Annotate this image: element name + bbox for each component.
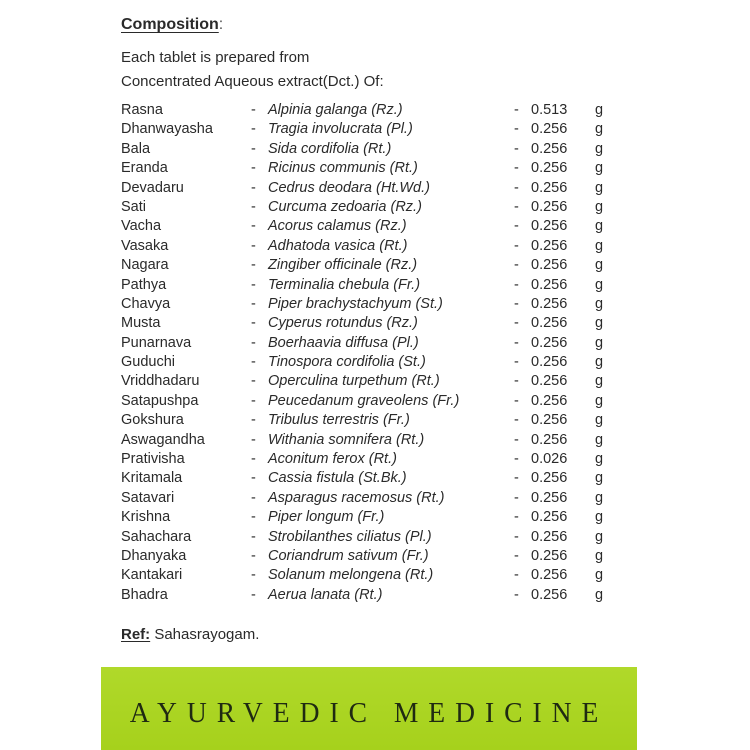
quantity-unit: g (595, 140, 604, 157)
separator-dash: - (251, 586, 256, 603)
botanical-name: Asparagus racemosus (Rt.) (268, 489, 445, 506)
quantity-unit: g (595, 160, 604, 177)
separator-dash: - (514, 121, 519, 138)
intro-line-1: Each tablet is prepared from (121, 49, 310, 66)
ingredient-name: Guduchi (121, 354, 176, 371)
botanical-name: Tragia involucrata (Pl.) (268, 121, 413, 138)
ingredient-row (121, 217, 641, 236)
quantity-unit: g (595, 489, 604, 506)
separator-dash: - (251, 451, 256, 468)
ingredient-row (121, 295, 641, 314)
quantity-unit: g (595, 470, 604, 487)
ayurvedic-medicine-banner (101, 667, 637, 750)
composition-heading (121, 16, 223, 34)
quantity-unit: g (595, 586, 604, 603)
botanical-name: Tinospora cordifolia (St.) (268, 354, 426, 371)
separator-dash: - (514, 547, 519, 564)
ingredient-name: Rasna (121, 102, 163, 118)
separator-dash: - (251, 257, 256, 274)
botanical-name: Cedrus deodara (Ht.Wd.) (268, 179, 430, 196)
separator-dash: - (251, 334, 256, 351)
reference-value: Sahasrayogam. (150, 626, 260, 643)
botanical-name: Adhatoda vasica (Rt.) (268, 237, 408, 254)
ingredient-name: Musta (121, 315, 161, 332)
separator-dash: - (251, 237, 256, 254)
separator-dash: - (251, 198, 256, 215)
separator-dash: - (251, 160, 256, 177)
ingredient-quantity: 0.256 (531, 295, 568, 312)
ingredient-quantity: 0.256 (531, 528, 568, 545)
ingredient-name: Krishna (121, 509, 171, 526)
separator-dash: - (514, 586, 519, 603)
separator-dash: - (251, 431, 256, 448)
ingredient-row (121, 198, 641, 217)
separator-dash: - (251, 470, 256, 487)
separator-dash: - (514, 179, 519, 196)
separator-dash: - (514, 218, 519, 235)
separator-dash: - (514, 276, 519, 293)
ingredient-name: Devadaru (121, 179, 184, 196)
ingredient-name: Vasaka (121, 237, 169, 254)
ingredient-name: Chavya (121, 295, 171, 312)
botanical-name: Aconitum ferox (Rt.) (268, 451, 397, 468)
quantity-unit: g (595, 392, 604, 409)
separator-dash: - (514, 470, 519, 487)
quantity-unit: g (595, 412, 604, 429)
separator-dash: - (251, 218, 256, 235)
separator-dash: - (251, 373, 256, 390)
separator-dash: - (251, 102, 256, 118)
quantity-unit: g (595, 354, 604, 371)
botanical-name: Zingiber officinale (Rz.) (268, 257, 418, 274)
botanical-name: Piper brachystachyum (St.) (268, 295, 443, 312)
ingredient-name: Punarnava (121, 334, 192, 351)
ingredient-name: Nagara (121, 257, 169, 274)
separator-dash: - (514, 431, 519, 448)
quantity-unit: g (595, 567, 604, 584)
ingredient-row (121, 489, 641, 508)
ingredient-quantity: 0.256 (531, 315, 568, 332)
ingredient-name: Pathya (121, 276, 167, 293)
botanical-name: Terminalia chebula (Fr.) (268, 276, 421, 293)
ingredient-name: Sati (121, 198, 146, 215)
ingredient-quantity: 0.256 (531, 160, 568, 177)
botanical-name: Sida cordifolia (Rt.) (268, 140, 392, 157)
ingredient-quantity: 0.256 (531, 237, 568, 254)
quantity-unit: g (595, 218, 604, 235)
separator-dash: - (514, 315, 519, 332)
ingredient-row (121, 566, 641, 585)
separator-dash: - (251, 392, 256, 409)
intro-line-2: Concentrated Aqueous extract(Dct.) Of: (121, 73, 384, 90)
ingredient-row (121, 159, 641, 178)
ingredient-row (121, 140, 641, 159)
ingredient-row (121, 528, 641, 547)
ingredient-quantity: 0.513 (531, 102, 568, 118)
botanical-name: Boerhaavia diffusa (Pl.) (268, 334, 419, 351)
heading-colon: : (218, 16, 224, 33)
ingredient-row (121, 392, 641, 411)
ingredient-quantity: 0.256 (531, 489, 568, 506)
ingredient-row (121, 469, 641, 488)
botanical-name: Piper longum (Fr.) (268, 509, 385, 526)
botanical-name: Coriandrum sativum (Fr.) (268, 547, 429, 564)
separator-dash: - (251, 509, 256, 526)
quantity-unit: g (595, 334, 604, 351)
separator-dash: - (251, 276, 256, 293)
ingredient-quantity: 0.256 (531, 567, 568, 584)
ingredient-name: Kritamala (121, 470, 183, 487)
ingredient-quantity: 0.256 (531, 140, 568, 157)
separator-dash: - (514, 334, 519, 351)
ingredient-row (121, 450, 641, 469)
ingredient-quantity: 0.256 (531, 509, 568, 526)
ingredient-quantity: 0.256 (531, 354, 568, 371)
separator-dash: - (514, 373, 519, 390)
ingredient-name: Satavari (121, 489, 175, 506)
ingredient-row (121, 120, 641, 139)
ingredient-name: Vacha (121, 218, 162, 235)
composition-title: Composition (121, 16, 219, 33)
botanical-name: Aerua lanata (Rt.) (268, 586, 383, 603)
banner-text: AYURVEDIC MEDICINE (129, 697, 609, 729)
separator-dash: - (514, 489, 519, 506)
separator-dash: - (251, 489, 256, 506)
quantity-unit: g (595, 276, 604, 293)
ingredient-row (121, 508, 641, 527)
botanical-name: Tribulus terrestris (Fr.) (268, 412, 410, 429)
botanical-name: Solanum melongena (Rt.) (268, 567, 434, 584)
separator-dash: - (514, 509, 519, 526)
botanical-name: Cassia fistula (St.Bk.) (268, 470, 407, 487)
ingredient-quantity: 0.026 (531, 451, 568, 468)
ingredient-row (121, 353, 641, 372)
quantity-unit: g (595, 257, 604, 274)
separator-dash: - (251, 547, 256, 564)
ingredient-name: Vriddhadaru (121, 373, 200, 390)
quantity-unit: g (595, 237, 604, 254)
ingredient-quantity: 0.256 (531, 121, 568, 138)
ingredient-quantity: 0.256 (531, 392, 568, 409)
reference-label: Ref: (121, 626, 151, 643)
ingredient-row (121, 411, 641, 430)
separator-dash: - (251, 140, 256, 157)
ingredient-quantity: 0.256 (531, 586, 568, 603)
separator-dash: - (514, 237, 519, 254)
quantity-unit: g (595, 373, 604, 390)
quantity-unit: g (595, 102, 604, 118)
separator-dash: - (251, 412, 256, 429)
botanical-name: Ricinus communis (Rt.) (268, 160, 418, 177)
botanical-name: Cyperus rotundus (Rz.) (268, 315, 418, 332)
ingredient-row (121, 547, 641, 566)
ingredient-row (121, 276, 641, 295)
ingredient-row (121, 179, 641, 198)
ingredient-name: Bala (121, 140, 151, 157)
ingredient-name: Prativisha (121, 451, 185, 468)
ingredient-quantity: 0.256 (531, 198, 568, 215)
ingredient-name: Kantakari (121, 567, 183, 584)
quantity-unit: g (595, 179, 604, 196)
reference (121, 626, 259, 643)
separator-dash: - (251, 315, 256, 332)
botanical-name: Withania somnifera (Rt.) (268, 431, 425, 448)
quantity-unit: g (595, 431, 604, 448)
ingredient-row (121, 256, 641, 275)
separator-dash: - (514, 392, 519, 409)
quantity-unit: g (595, 547, 604, 564)
ingredient-name: Gokshura (121, 412, 184, 429)
ingredient-name: Satapushpa (121, 392, 199, 409)
ingredient-row (121, 372, 641, 391)
separator-dash: - (514, 295, 519, 312)
quantity-unit: g (595, 528, 604, 545)
ingredient-row (121, 314, 641, 333)
quantity-unit: g (595, 121, 604, 138)
quantity-unit: g (595, 198, 604, 215)
ingredient-name: Sahachara (121, 528, 192, 545)
quantity-unit: g (595, 315, 604, 332)
botanical-name: Operculina turpethum (Rt.) (268, 373, 440, 390)
ingredient-name: Bhadra (121, 586, 168, 603)
separator-dash: - (514, 102, 519, 118)
ingredient-quantity: 0.256 (531, 412, 568, 429)
separator-dash: - (514, 528, 519, 545)
ingredient-quantity: 0.256 (531, 373, 568, 390)
separator-dash: - (514, 567, 519, 584)
separator-dash: - (514, 451, 519, 468)
quantity-unit: g (595, 451, 604, 468)
ingredient-quantity: 0.256 (531, 470, 568, 487)
ingredient-row (121, 101, 641, 120)
ingredient-row (121, 334, 641, 353)
ingredient-name: Aswagandha (121, 431, 205, 448)
separator-dash: - (251, 354, 256, 371)
separator-dash: - (251, 121, 256, 138)
ingredient-row (121, 237, 641, 256)
separator-dash: - (514, 140, 519, 157)
separator-dash: - (251, 567, 256, 584)
botanical-name: Strobilanthes ciliatus (Pl.) (268, 528, 432, 545)
quantity-unit: g (595, 509, 604, 526)
ingredient-table (121, 101, 641, 605)
ingredient-quantity: 0.256 (531, 547, 568, 564)
botanical-name: Acorus calamus (Rz.) (268, 218, 407, 235)
ingredient-row (121, 586, 641, 605)
separator-dash: - (514, 257, 519, 274)
botanical-name: Alpinia galanga (Rz.) (268, 102, 403, 118)
ingredient-quantity: 0.256 (531, 218, 568, 235)
ingredient-name: Dhanwayasha (121, 121, 213, 138)
separator-dash: - (514, 160, 519, 177)
separator-dash: - (251, 179, 256, 196)
ingredient-quantity: 0.256 (531, 334, 568, 351)
botanical-name: Curcuma zedoaria (Rz.) (268, 198, 422, 215)
ingredient-quantity: 0.256 (531, 257, 568, 274)
separator-dash: - (514, 198, 519, 215)
ingredient-row (121, 431, 641, 450)
separator-dash: - (514, 354, 519, 371)
botanical-name: Peucedanum graveolens (Fr.) (268, 392, 460, 409)
ingredient-quantity: 0.256 (531, 276, 568, 293)
separator-dash: - (251, 295, 256, 312)
ingredient-quantity: 0.256 (531, 431, 568, 448)
separator-dash: - (514, 412, 519, 429)
separator-dash: - (251, 528, 256, 545)
ingredient-quantity: 0.256 (531, 179, 568, 196)
ingredient-name: Eranda (121, 160, 168, 177)
ingredient-name: Dhanyaka (121, 547, 187, 564)
quantity-unit: g (595, 295, 604, 312)
